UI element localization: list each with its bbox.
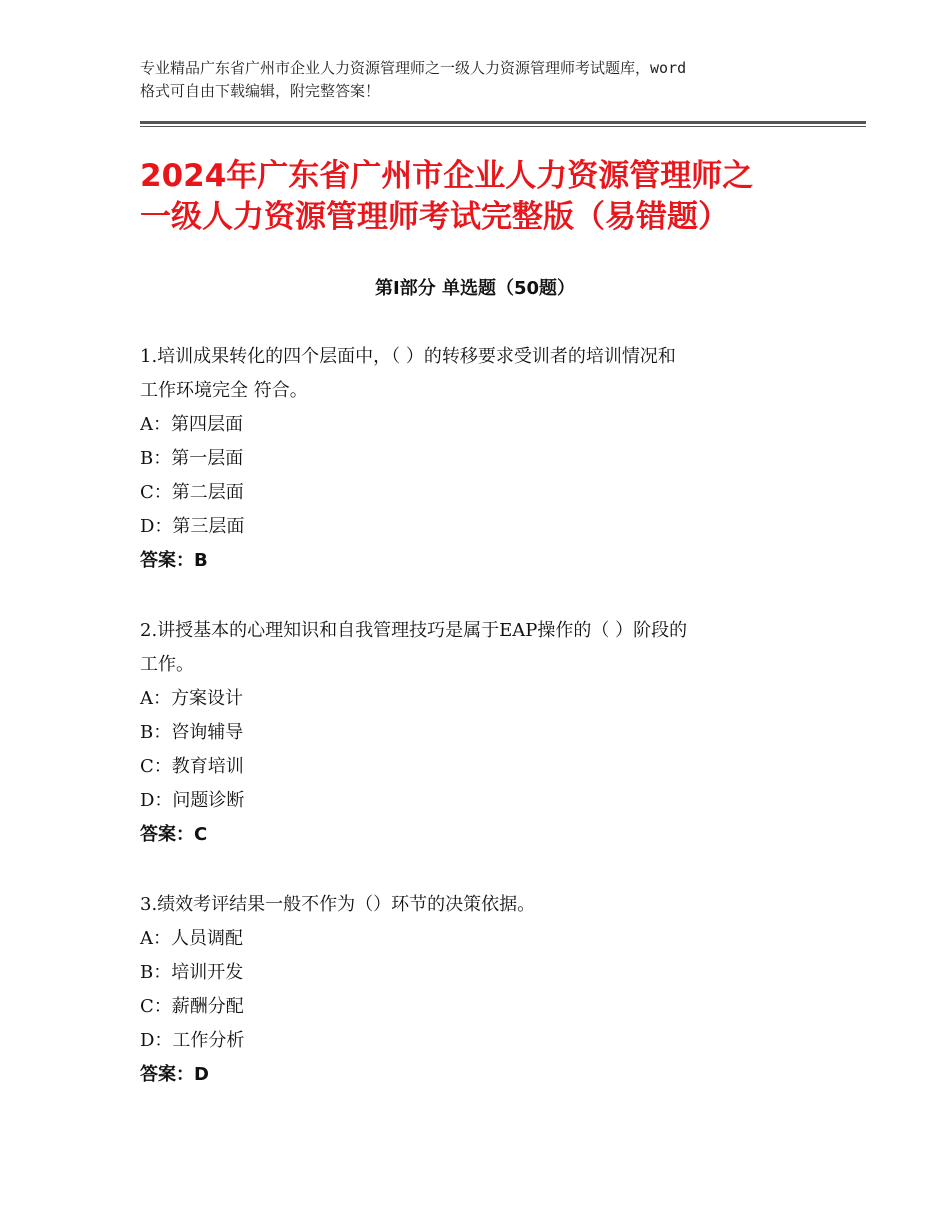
header-divider-thick: [140, 121, 866, 124]
question-stem-line: 1.培训成果转化的四个层面中，（ ）的转移要求受训者的培训情况和: [140, 346, 676, 367]
document-title: [140, 156, 840, 238]
question-stem: [140, 614, 830, 682]
option-d: D：问题诊断: [140, 790, 245, 811]
option-c: C：第二层面: [140, 482, 244, 503]
question-3: [140, 888, 830, 1092]
header-note-line-1: 专业精品广东省广州市企业人力资源管理师之一级人力资源管理师考试题库，word: [140, 59, 687, 77]
option-b: B：第一层面: [140, 448, 244, 469]
header-note-line-2: 格式可自由下载编辑，附完整答案！: [140, 82, 381, 100]
question-stem: [140, 888, 830, 922]
option-c: C：教育培训: [140, 756, 244, 777]
question-2: [140, 614, 830, 852]
answer-label: 答案：B: [140, 550, 208, 571]
option-c: C：薪酬分配: [140, 996, 244, 1017]
option-d: D：工作分析: [140, 1030, 245, 1051]
question-stem-line: 工作。: [140, 654, 194, 675]
question-1: [140, 340, 830, 578]
document-title-line-1: 2024年广东省广州市企业人力资源管理师之: [140, 158, 754, 194]
option-d: D：第三层面: [140, 516, 245, 537]
question-stem: [140, 340, 830, 408]
section-heading: 第Ⅰ部分 单选题（50题）: [374, 278, 575, 299]
header-note: [140, 57, 830, 103]
option-a: A：人员调配: [140, 928, 243, 949]
document-title-line-2: 一级人力资源管理师考试完整版（易错题）: [140, 199, 729, 235]
question-stem-line: 3.绩效考评结果一般不作为（）环节的决策依据。: [140, 894, 536, 915]
answer-label: 答案：D: [140, 1064, 209, 1085]
answer-label: 答案：C: [140, 824, 208, 845]
question-stem-line: 2.讲授基本的心理知识和自我管理技巧是属于EAP操作的（ ）阶段的: [140, 620, 688, 641]
option-b: B：培训开发: [140, 962, 244, 983]
option-a: A：第四层面: [140, 414, 243, 435]
option-b: B：咨询辅导: [140, 722, 244, 743]
header-divider-thin: [140, 126, 866, 127]
option-a: A：方案设计: [140, 688, 243, 709]
question-stem-line: 工作环境完全 符合。: [140, 380, 308, 401]
